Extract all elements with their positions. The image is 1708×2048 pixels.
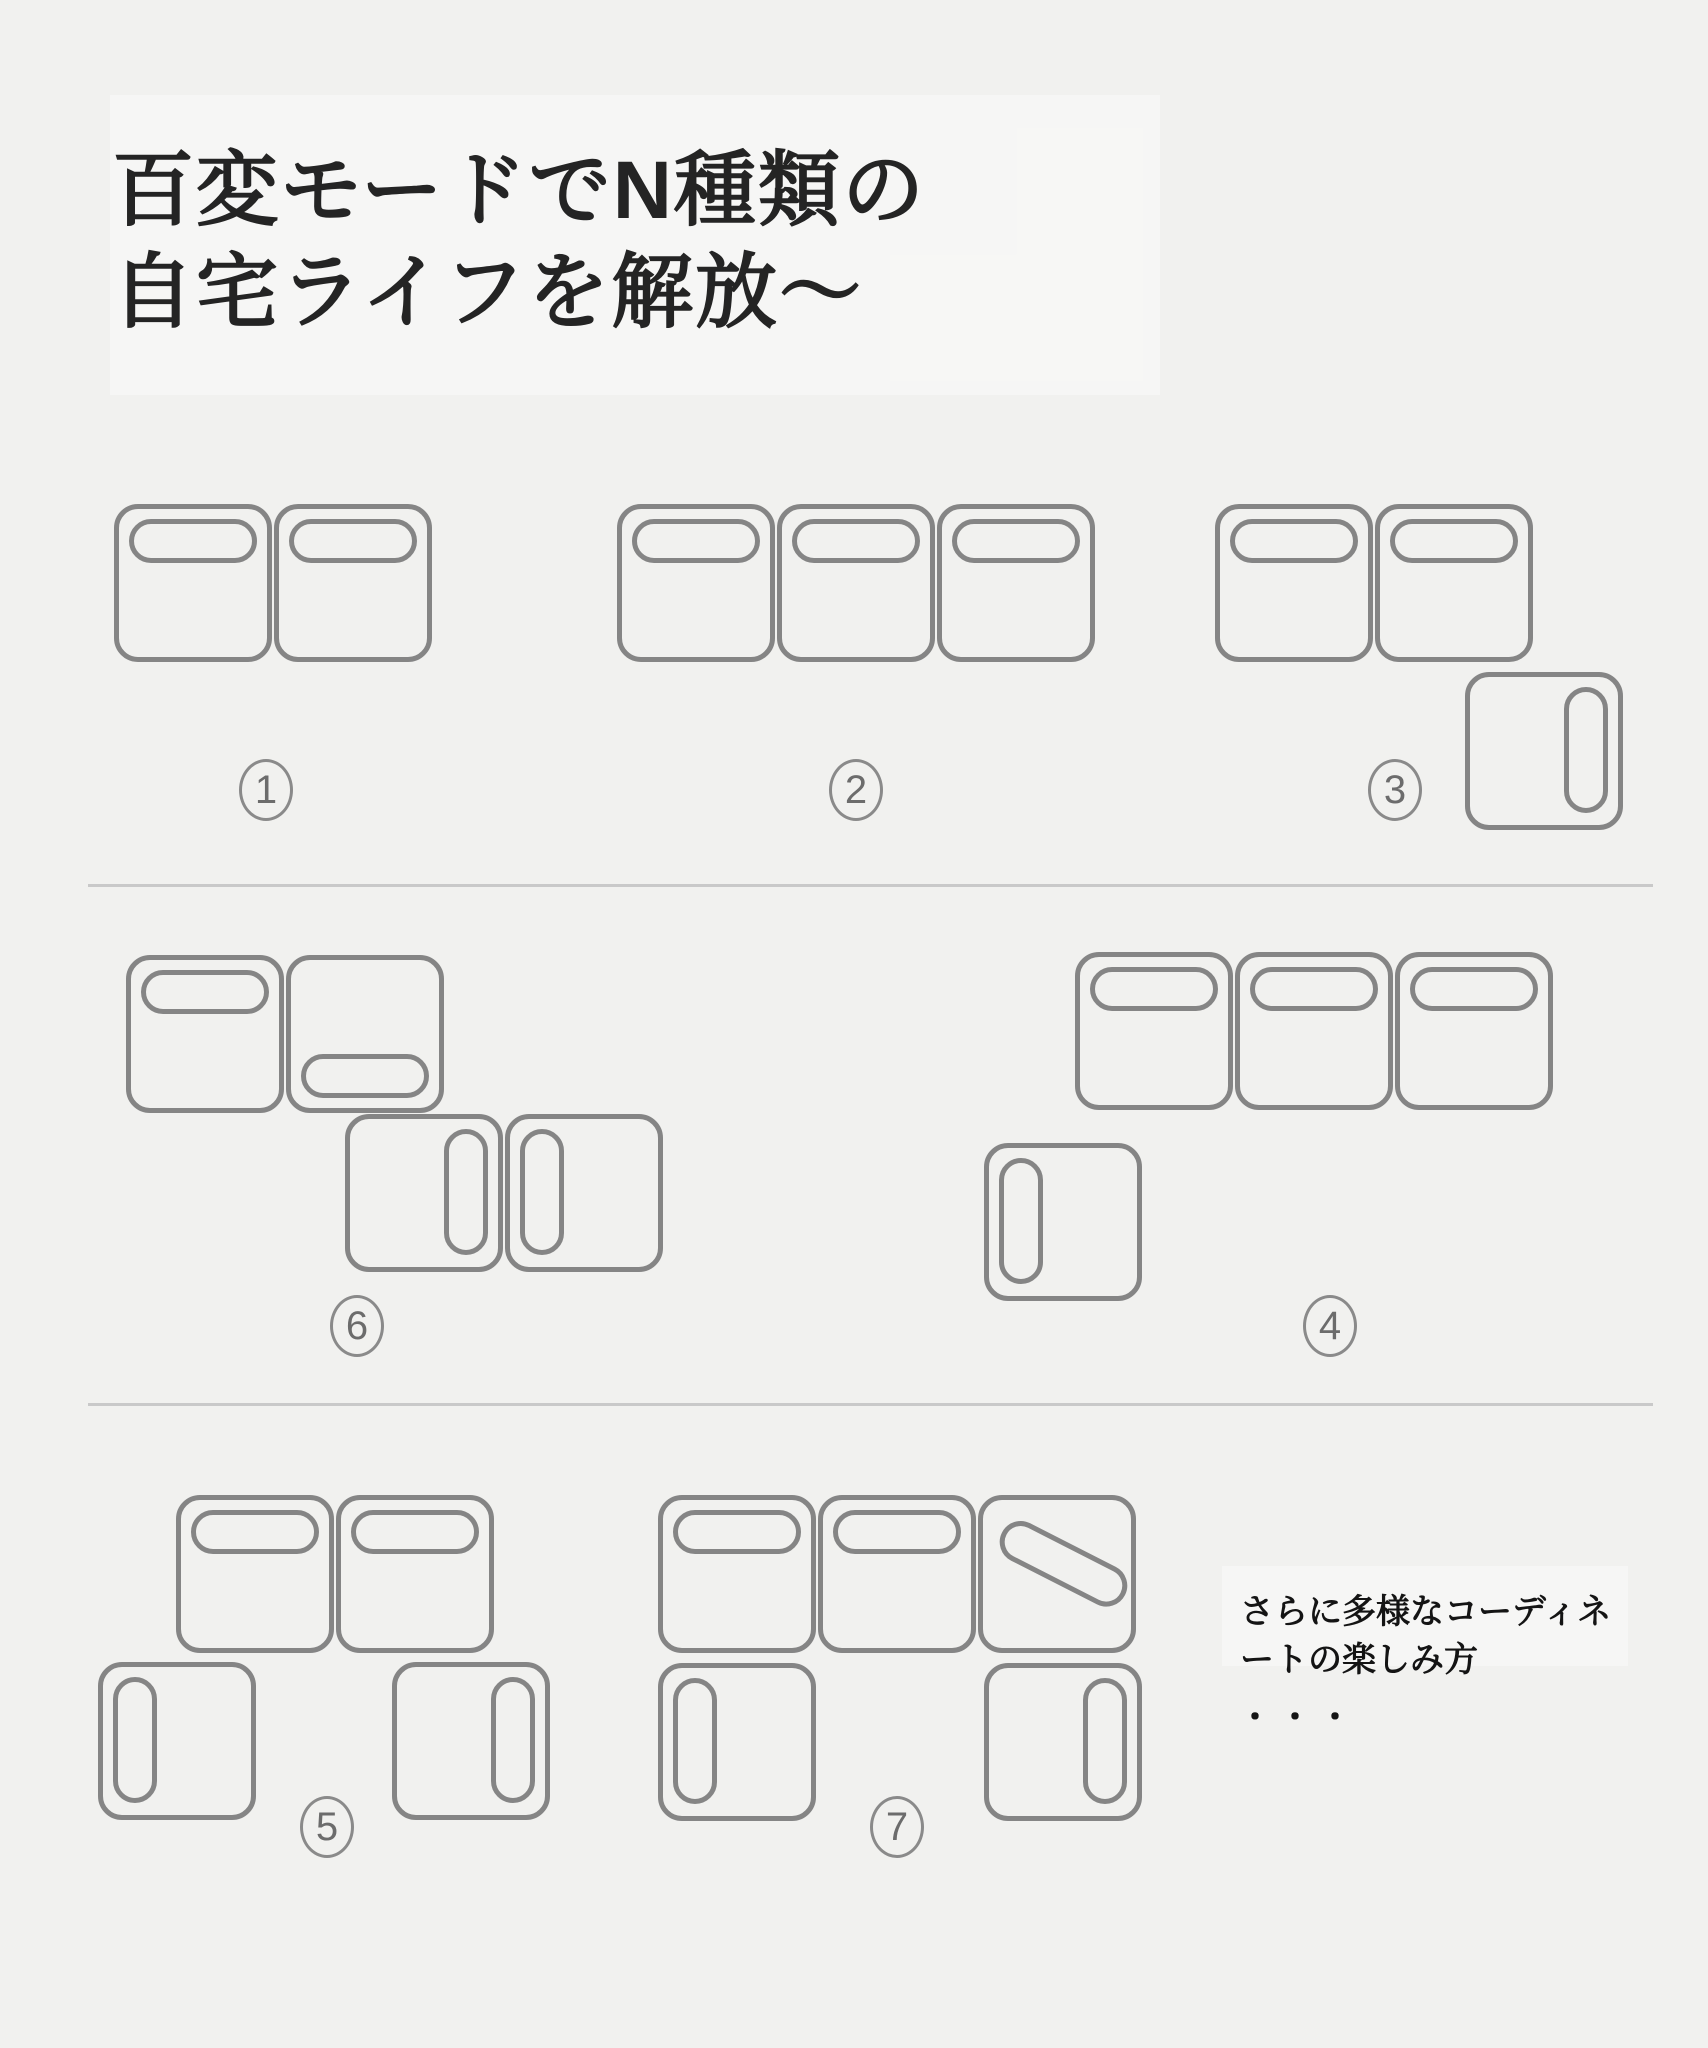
cushion-pill-top — [952, 519, 1080, 563]
sofa-module — [1235, 952, 1393, 1110]
row-divider-1 — [88, 884, 1653, 887]
cushion-pill-right — [491, 1677, 535, 1803]
sofa-module — [617, 504, 775, 662]
sofa-module — [1375, 504, 1533, 662]
sofa-module — [176, 1495, 334, 1653]
cushion-pill-top — [1250, 967, 1378, 1011]
cushion-pill-left — [673, 1678, 717, 1804]
sofa-module — [345, 1114, 503, 1272]
cushion-pill-right — [1083, 1678, 1127, 1804]
cushion-pill-top — [1390, 519, 1518, 563]
cushion-pill-left — [520, 1129, 564, 1255]
page-title-line1: 百変モードでN種類の — [112, 145, 926, 236]
cushion-pill-bottom — [301, 1054, 429, 1098]
configuration-number-badge-1: 1 — [239, 759, 293, 821]
cushion-pill-right — [444, 1129, 488, 1255]
configuration-number-badge-7: 7 — [870, 1796, 924, 1858]
sofa-module — [1215, 504, 1373, 662]
sofa-module — [937, 504, 1095, 662]
cushion-pill-top — [632, 519, 760, 563]
sofa-module — [1075, 952, 1233, 1110]
row-divider-2 — [88, 1403, 1653, 1406]
cushion-pill-diagonal — [992, 1514, 1134, 1614]
note-text — [1240, 1588, 1611, 1685]
configuration-number-badge-5: 5 — [300, 1796, 354, 1858]
cushion-pill-top — [673, 1510, 801, 1554]
sofa-module — [1395, 952, 1553, 1110]
cushion-pill-top — [1090, 967, 1218, 1011]
page-title — [112, 140, 926, 343]
cushion-pill-left — [999, 1158, 1043, 1284]
sofa-module — [1465, 672, 1623, 830]
cushion-pill-top — [792, 519, 920, 563]
sofa-module — [286, 955, 444, 1113]
cushion-pill-top — [1410, 967, 1538, 1011]
configuration-number-badge-2: 2 — [829, 759, 883, 821]
sofa-module — [392, 1662, 550, 1820]
sofa-module — [658, 1495, 816, 1653]
note-text-line1: さらに多様なコーディネ — [1240, 1593, 1612, 1631]
cushion-pill-top — [141, 970, 269, 1014]
sofa-module — [984, 1663, 1142, 1821]
sofa-module — [114, 504, 272, 662]
cushion-pill-top — [833, 1510, 961, 1554]
cushion-pill-top — [129, 519, 257, 563]
cushion-pill-top — [1230, 519, 1358, 563]
sofa-module — [126, 955, 284, 1113]
cushion-pill-right — [1564, 687, 1608, 813]
configuration-number-badge-3: 3 — [1368, 759, 1422, 821]
sofa-module — [336, 1495, 494, 1653]
sofa-module — [984, 1143, 1142, 1301]
configuration-number-badge-6: 6 — [330, 1295, 384, 1357]
note-text-line2: ートの楽しみ方 — [1240, 1641, 1478, 1680]
sofa-module — [505, 1114, 663, 1272]
cushion-pill-left — [113, 1677, 157, 1803]
sofa-module — [978, 1495, 1136, 1653]
sofa-module — [98, 1662, 256, 1820]
note-ellipsis: ・・・ — [1238, 1699, 1358, 1737]
sofa-module — [274, 504, 432, 662]
cushion-pill-top — [351, 1510, 479, 1554]
sofa-module — [777, 504, 935, 662]
page-title-line2: 自宅ライフを解放～ — [112, 246, 864, 338]
configuration-number-badge-4: 4 — [1303, 1295, 1357, 1357]
cushion-pill-top — [191, 1510, 319, 1554]
sofa-module — [818, 1495, 976, 1653]
sofa-module — [658, 1663, 816, 1821]
cushion-pill-top — [289, 519, 417, 563]
